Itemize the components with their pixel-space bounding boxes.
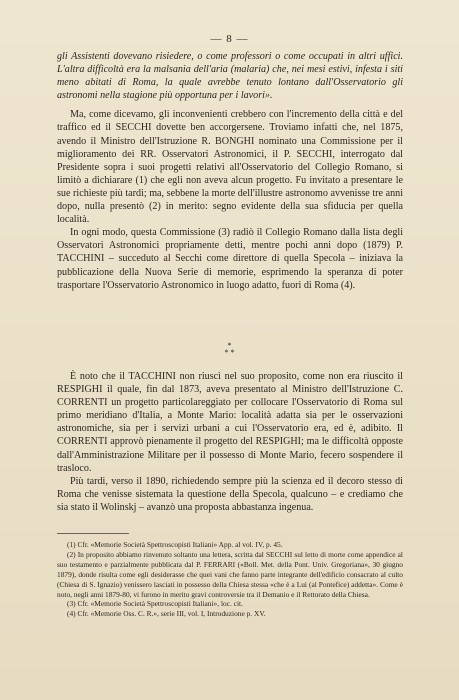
separator-star-pair: * * xyxy=(224,348,235,357)
paragraph-2: Ma, come dicevamo, gli inconvenienti crebbero con l'incremento della città e del traffico ed il SECCHI dovette ben accorgersene. Troviamo infatti che, nel 1875, avendo il Ministro dell'Istruzione R. BONGHI nominato una Commissione per il miglioramento dei RR. Osservatori Astronomici, il P. SECCHI, interrogato dal Presidente sopra i suoi progetti relativi all'Osservatorio del Collegio Romano, si limitò a dichiarare (1) che egli non aveva alcun progetto. Fu invitato a presentare le sue richieste più tardi; ma, sebbene la morte dell'illustre astronomo avvenisse tre anni dopo, nulla presentò (2) in merito: segno evidente della sua sfiducia per quella località. xyxy=(57,109,403,226)
page-number: — 8 — xyxy=(210,33,249,45)
main-text xyxy=(57,50,403,292)
separator-star-top: * xyxy=(227,341,232,350)
paragraph-1: gli Assistenti dovevano risiedere, o come professori o come occupati in altri uffici. L'altra difficoltà era la malsania dell'aria (malaria) che, nei mesi estivi, infesta i siti meno abitati di Roma, la quale avrebbe tenuto lontano dall'Osservatorio gli astronomi nella stagione più opportuna per i lavori». xyxy=(57,51,403,102)
footnote-1: (1) Cfr. «Memorie Società Spettroscopisti Italiani» App. al vol. IV, p. 45. xyxy=(67,540,283,549)
footnote-4: (4) Cfr. «Memorie Oss. C. R.», serie III, vol. I, Introduzione p. XV. xyxy=(67,609,266,619)
section-separator xyxy=(0,342,459,356)
footnote-2: (2) In proposito abbiamo rinvenuto soltanto una lettera, scritta dal SECCHI sul letto di morte come appendice al suo testamento e parzialmente pubblicata dal P. FERRARI («Boll. Met. della Pont. Univ. Gregoriana», 30 giugno 1879), donde risulta come egli desiderasse che quei vani che fanno parte integrante dell'edificio consacrato al culto (Chiesa di S. Ignazio) venissero lasciati in possesso della Chiesa stessa «che è a Lui (al Pontefice) addetta». Come è noto, negli anni 1879-80, vi furono in merito gravi controversie tra il Demanio e il Rettorato della Chiesa. xyxy=(57,549,403,599)
footnote-rule xyxy=(57,533,129,534)
paragraph-4: È noto che il TACCHINI non riuscì nel suo proposito, come non era riuscito il RESPIGHI il quale, fin dal 1873, aveva presentato al Ministro dell'Istruzione C. CORRENTI un progetto particolareggiato per collocare l'Osservatorio di Roma sul primo meridiano d'Italia, a Monte Mario: località adatta sia per le osservazioni astronomiche, sia per i servizi urbani a cui l'Osservatorio era, ed è, adibito. Il CORRENTI approvò pienamente il progetto del RESPIGHI; ma le difficoltà opposte dall'Amministrazione Militare per il possesso di Monte Mario, fecero sospendere il trasloco. xyxy=(57,371,403,474)
paragraph-5: Più tardi, verso il 1890, richiedendo sempre più la scienza ed il decoro stesso di Roma che venisse sistemata la questione della Specola, qualcuno – e crediamo che sia stato il Wolinskj – avanzò una proposta abbastanza ingenua. xyxy=(57,475,403,513)
footnotes xyxy=(57,540,403,619)
paragraph-3: In ogni modo, questa Commissione (3) radiò il Collegio Romano dalla lista degli Osservatori Astronomici propriamente detti, mentre pochi anni dopo (1879) P. TACCHINI – succeduto al Secchi come direttore di quella Specola – iniziava la pubblicazione della Nuova Serie di memorie, esprimendo la speranza di poter trasportare l'Osservatorio Astronomico in luogo adatto, fuori di Roma (4). xyxy=(57,227,403,291)
footnote-3: (3) Cfr. «Memorie Società Spettroscopisti Italiani», loc. cit. xyxy=(67,599,243,609)
section-2-text xyxy=(57,370,403,514)
